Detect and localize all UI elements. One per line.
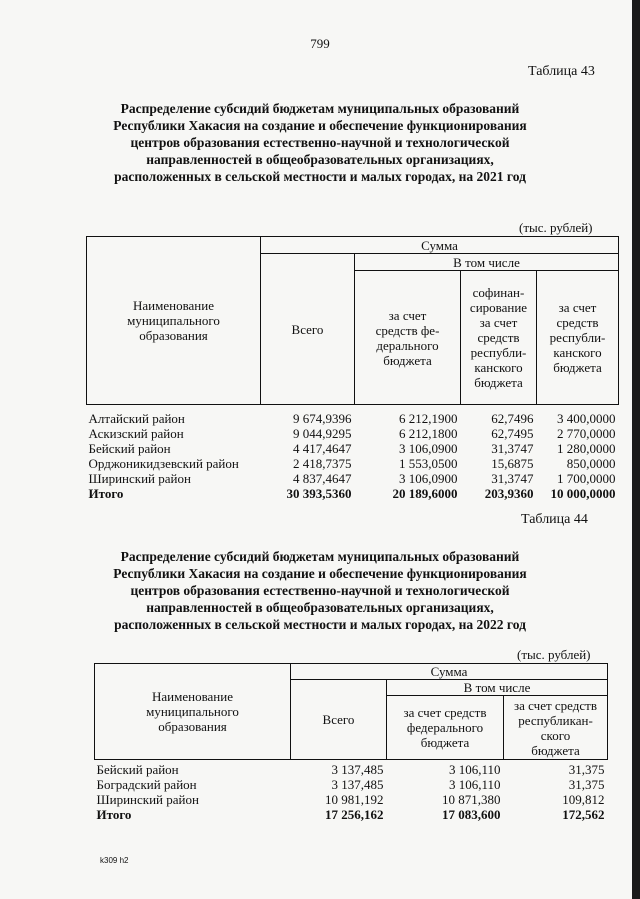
- table-row: [87, 426, 619, 441]
- cell-federal: 20 189,6000: [392, 485, 458, 501]
- header-federal: за счет средств фе- дерального бюджета: [355, 271, 461, 405]
- table-43-label: Таблица 43: [528, 64, 595, 79]
- cell-total: 10 981,192: [325, 791, 384, 807]
- title-line: расположенных в сельской местности и малых городах, на 2022 год: [114, 617, 526, 632]
- cell-name: Ширинский район: [88, 470, 191, 486]
- cell-republic: 109,812: [562, 791, 605, 807]
- title-line: направленностей в общеобразовательных организациях,: [146, 600, 494, 615]
- cell-name: Орджоникидзевский район: [88, 455, 239, 471]
- page-footer-code: k309 h2: [100, 856, 129, 865]
- table-43: [86, 236, 619, 501]
- table-row: [95, 762, 608, 777]
- header-cofinancing: софинан- сирование за счет средств республи- канского бюджета: [461, 271, 537, 405]
- title-line: Республики Хакасия на создание и обеспечение функционирования: [113, 566, 527, 581]
- title-line: Распределение субсидий бюджетам муниципальных образований: [120, 101, 520, 116]
- cell-name: Аскизский район: [88, 425, 184, 441]
- header-federal: за счет средств федерального бюджета: [387, 696, 504, 760]
- title-line: центров образования естественно-научной и технологической: [130, 583, 510, 598]
- cell-republic: 31,375: [568, 776, 605, 792]
- table-row: [87, 456, 619, 471]
- cell-republic: 2 770,0000: [557, 425, 616, 441]
- header-name: Наименование муниципального образования: [87, 237, 261, 405]
- cell-total: 9 674,9396: [293, 410, 352, 426]
- cell-federal: 3 106,0900: [399, 470, 458, 486]
- cell-federal: 3 106,110: [448, 776, 501, 792]
- header-sum: Сумма: [261, 237, 619, 254]
- total-row: [87, 486, 619, 501]
- cell-total: 4 417,4647: [293, 440, 352, 456]
- cell-name: Бейский район: [88, 440, 171, 456]
- cell-total: 2 418,7375: [293, 455, 352, 471]
- cell-name: Боградский район: [96, 776, 197, 792]
- header-total: Всего: [291, 680, 387, 760]
- page-number: 799: [310, 36, 330, 51]
- table-row: [87, 471, 619, 486]
- title-line: направленностей в общеобразовательных организациях,: [146, 152, 494, 167]
- cell-name: Итого: [96, 806, 132, 822]
- header-total: Всего: [261, 254, 355, 405]
- cell-name: Бейский район: [96, 761, 179, 777]
- header-name: Наименование муниципального образования: [95, 664, 291, 760]
- cell-cofin: 15,6875: [491, 455, 534, 471]
- cell-total: 4 837,4647: [293, 470, 352, 486]
- table-43-unit: (тыс. рублей): [519, 220, 593, 235]
- header-including: В том числе: [355, 254, 619, 271]
- table-44-label: Таблица 44: [521, 512, 588, 527]
- cell-republic: 31,375: [568, 761, 605, 777]
- cell-total: 9 044,9295: [293, 425, 352, 441]
- table-row: [95, 777, 608, 792]
- cell-total: 3 137,485: [331, 776, 384, 792]
- cell-cofin: 62,7496: [491, 410, 534, 426]
- cell-federal: 3 106,110: [448, 761, 501, 777]
- cell-cofin: 31,3747: [491, 440, 534, 456]
- table-44-unit: (тыс. рублей): [517, 647, 591, 662]
- cell-republic: 1 700,0000: [557, 470, 616, 486]
- cell-federal: 6 212,1800: [399, 425, 458, 441]
- cell-republic: 1 280,0000: [557, 440, 616, 456]
- table-row: [87, 441, 619, 456]
- header-sum: Сумма: [291, 664, 608, 680]
- scan-edge: [632, 0, 640, 899]
- cell-federal: 10 871,380: [442, 791, 501, 807]
- cell-republic: 850,0000: [566, 455, 616, 471]
- title-line: Распределение субсидий бюджетам муниципальных образований: [120, 549, 520, 564]
- cell-republic: 3 400,0000: [557, 410, 616, 426]
- table-row: [87, 411, 619, 426]
- table-43-title: [60, 100, 580, 185]
- title-line: Республики Хакасия на создание и обеспечение функционирования: [113, 118, 527, 133]
- cell-total: 30 393,5360: [286, 485, 352, 501]
- cell-name: Алтайский район: [88, 410, 185, 426]
- cell-cofin: 203,9360: [484, 485, 534, 501]
- cell-name: Итого: [88, 485, 124, 501]
- cell-republic: 172,562: [562, 806, 605, 822]
- header-including: В том числе: [387, 680, 608, 696]
- cell-total: 3 137,485: [331, 761, 384, 777]
- cell-federal: 1 553,0500: [399, 455, 458, 471]
- cell-federal: 17 083,600: [442, 806, 501, 822]
- table-row: [95, 792, 608, 807]
- table-44-title: [60, 548, 580, 633]
- cell-cofin: 62,7495: [491, 425, 534, 441]
- header-republic: за счет средств республикан- ского бюджета: [504, 696, 608, 760]
- header-republic: за счет средств республи- канского бюджета: [537, 271, 619, 405]
- table-44: [94, 663, 608, 822]
- cell-name: Ширинский район: [96, 791, 199, 807]
- cell-total: 17 256,162: [325, 806, 384, 822]
- total-row: [95, 807, 608, 822]
- title-line: центров образования естественно-научной и технологической: [130, 135, 510, 150]
- title-line: расположенных в сельской местности и малых городах, на 2021 год: [114, 169, 526, 184]
- cell-federal: 6 212,1900: [399, 410, 458, 426]
- cell-cofin: 31,3747: [491, 470, 534, 486]
- cell-federal: 3 106,0900: [399, 440, 458, 456]
- cell-republic: 10 000,0000: [550, 485, 616, 501]
